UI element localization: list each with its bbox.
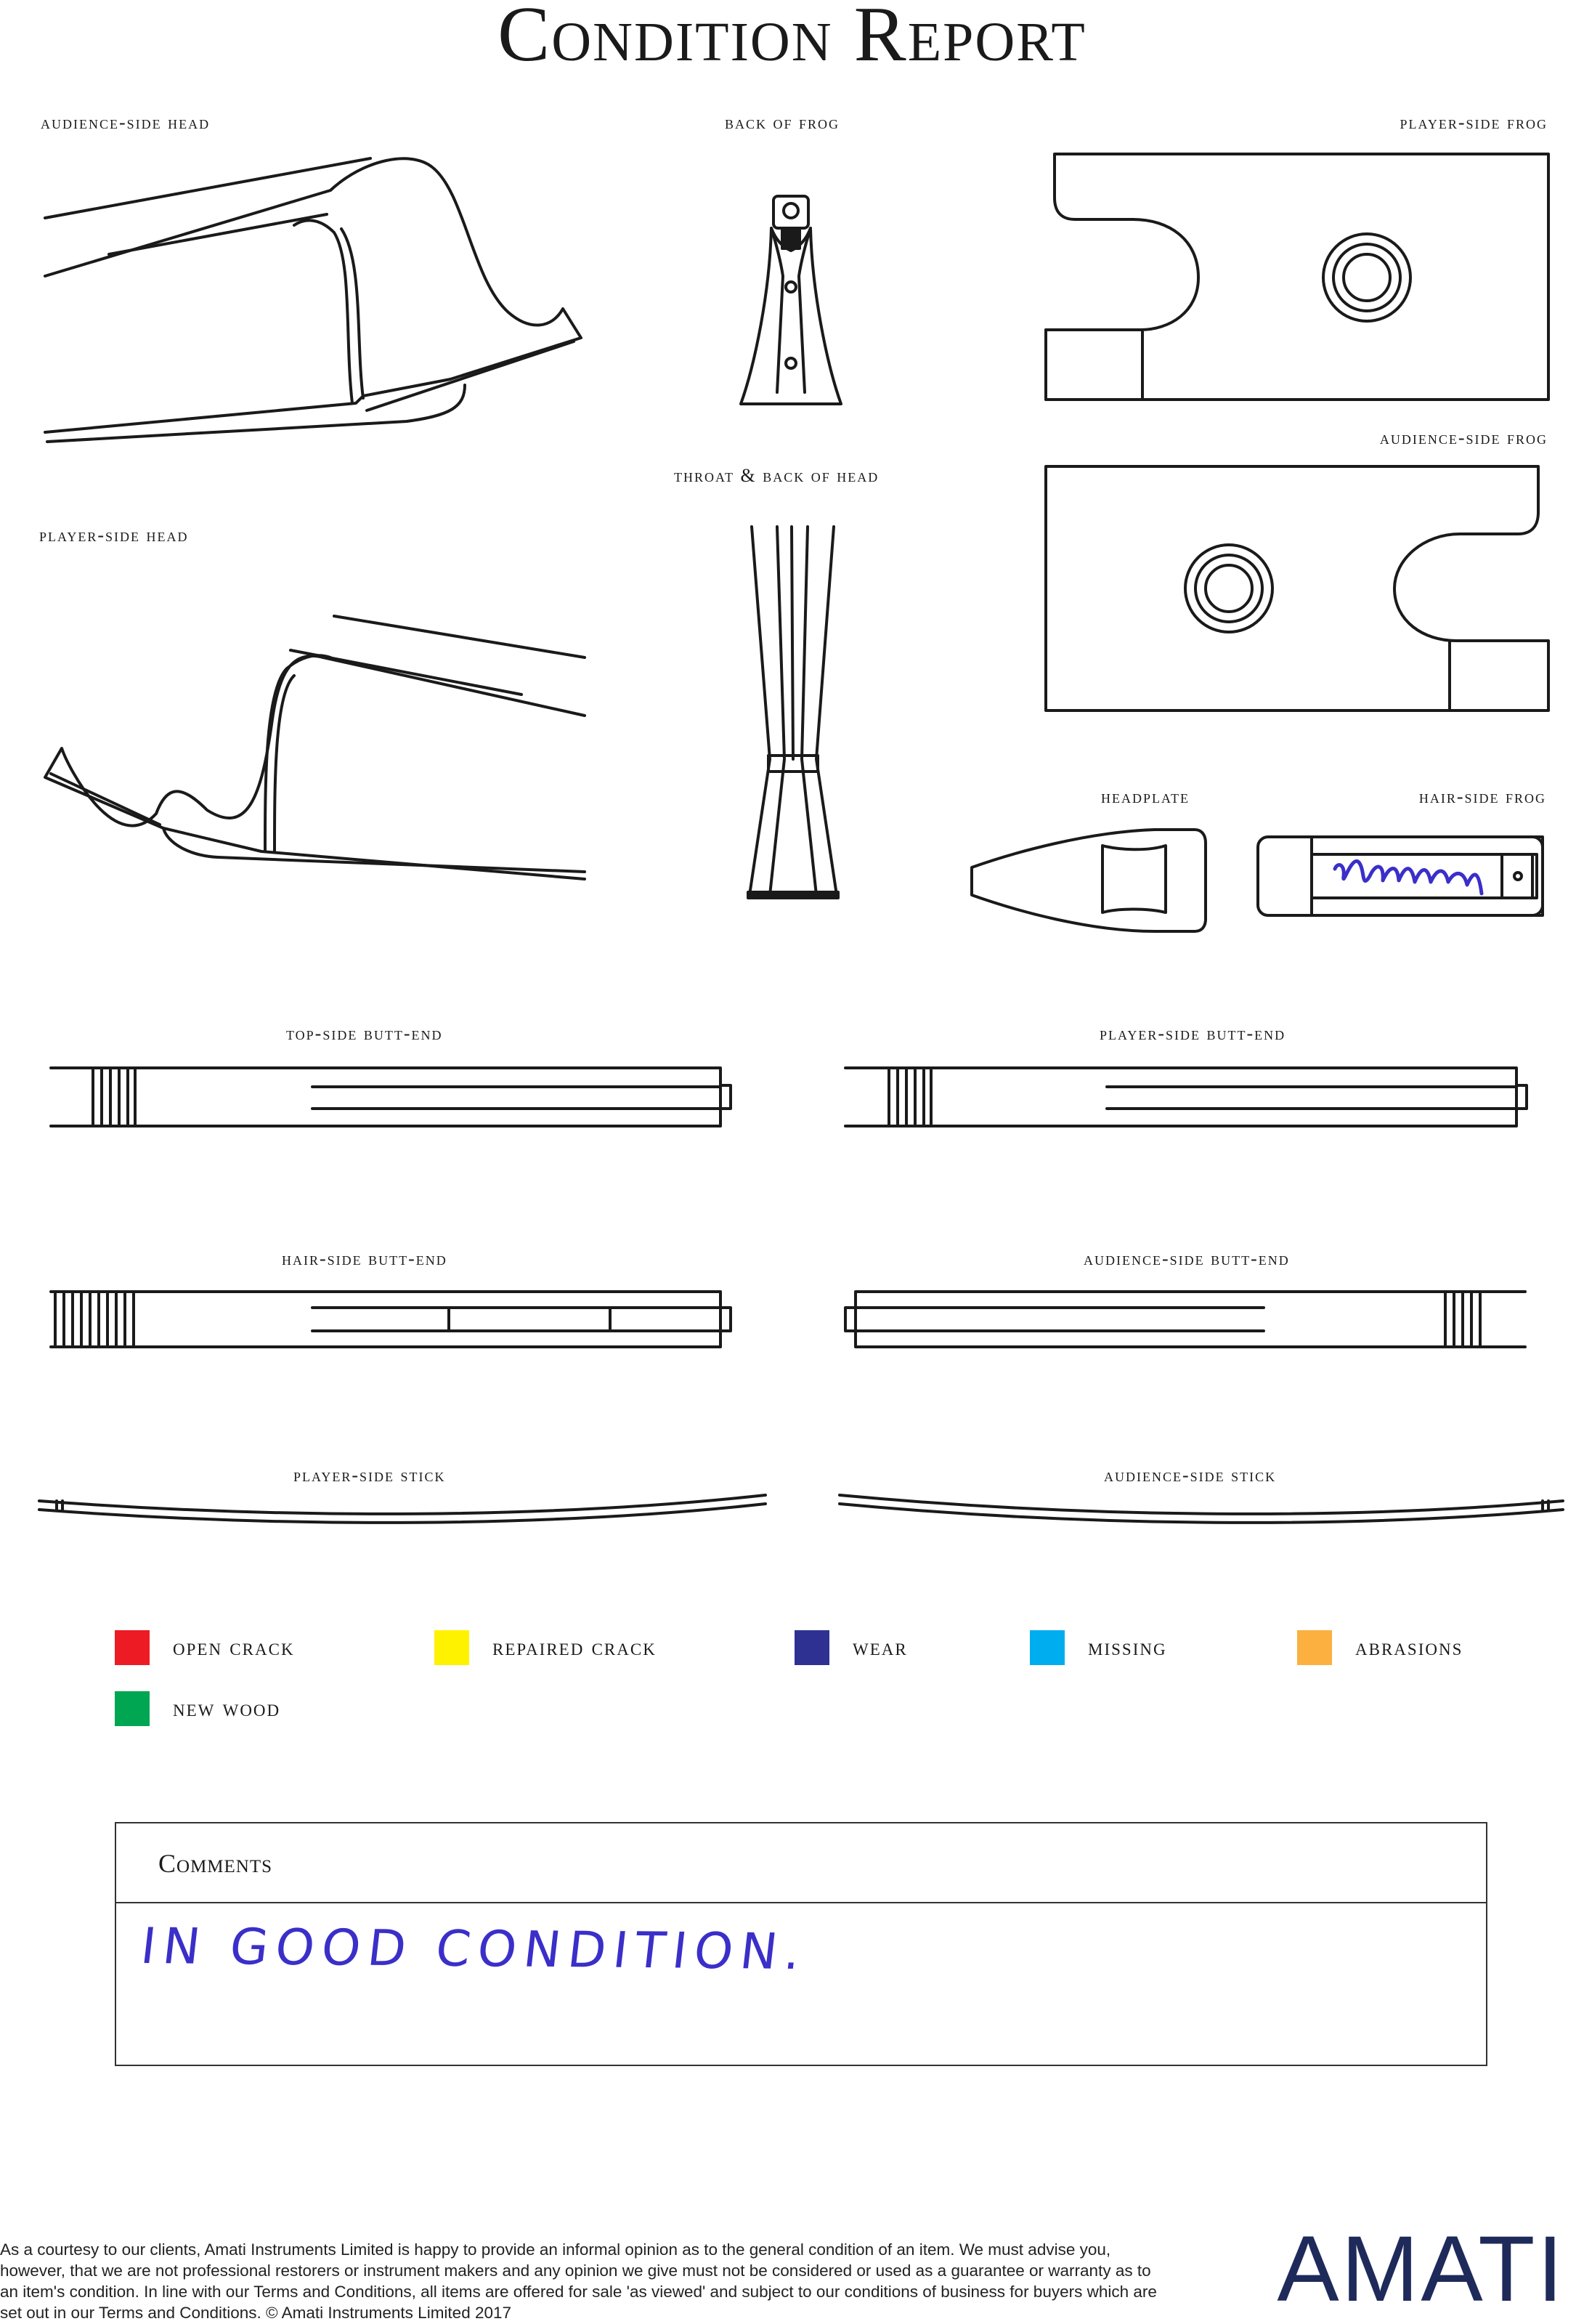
comments-heading: Comments [158, 1849, 273, 1878]
audience-side-frog-drawing [1046, 466, 1548, 710]
legend-swatch-missing [1030, 1630, 1065, 1665]
legend-swatch-abrasions [1297, 1630, 1332, 1665]
legend-swatch-new-wood [115, 1691, 150, 1726]
legend-label: missing [1088, 1634, 1167, 1661]
label-back-of-frog: back of frog [725, 112, 840, 133]
label-audience-side-head: audience-side head [41, 112, 211, 133]
legend-abrasions [1297, 1630, 1463, 1665]
label-throat-back-of-head: throat & back of head [674, 465, 880, 486]
label-top-side-butt-end: top-side butt-end [286, 1023, 443, 1044]
label-audience-side-frog: audience-side frog [1379, 427, 1548, 448]
player-side-frog-drawing [1046, 154, 1548, 400]
audience-side-head-drawing [45, 158, 581, 442]
wear-annotation [1335, 861, 1482, 894]
label-player-side-frog: player-side frog [1400, 112, 1548, 133]
comments-box [115, 1822, 1487, 2066]
hair-side-frog-drawing [1258, 837, 1543, 915]
amati-logo: AMATI [1277, 2217, 1565, 2321]
legend-open-crack [115, 1630, 295, 1665]
player-side-stick-drawing [39, 1495, 765, 1523]
legend-repaired-crack [434, 1630, 657, 1665]
legend-label: new wood [173, 1695, 281, 1722]
label-headplate: headplate [1101, 786, 1190, 807]
legend-swatch-open-crack [115, 1630, 150, 1665]
page-title: Condition Report [497, 0, 1087, 78]
legend-wear [795, 1630, 908, 1665]
label-hair-side-frog: hair-side frog [1418, 786, 1546, 807]
legend-label: open crack [173, 1634, 295, 1661]
legend-missing [1030, 1630, 1167, 1665]
label-audience-side-stick: audience-side stick [1104, 1465, 1277, 1486]
top-side-butt-end-drawing [51, 1068, 731, 1126]
player-side-butt-end-drawing [845, 1068, 1527, 1126]
legend-new-wood [115, 1691, 280, 1726]
legend-label: repaired crack [492, 1634, 657, 1661]
legend-swatch-repaired-crack [434, 1630, 469, 1665]
disclaimer: As a courtesy to our clients, Amati Instruments Limited is happy to provide an informal opinion as to the general condition of an item. We must advise you, however, that we are not professional restorers or instrument makers and any opinion we give must not be considered or used as a guarantee or warranty as to an item's condition. In line with our Terms and Conditions, all items are offered for sale 'as viewed' and subject to our conditions of business for buyers which are set out in our Terms and Conditions. © Amati Instruments Limited 2017 [0, 2240, 1157, 2322]
audience-side-butt-end-drawing [845, 1292, 1525, 1347]
label-player-side-stick: player-side stick [293, 1465, 446, 1486]
legend-label: wear [853, 1634, 908, 1661]
label-audience-side-butt-end: audience-side butt-end [1084, 1248, 1290, 1269]
legend-swatch-wear [795, 1630, 829, 1665]
hair-side-butt-end-drawing [51, 1292, 731, 1347]
legend-label: abrasions [1355, 1634, 1463, 1661]
headplate-drawing [972, 830, 1206, 931]
throat-back-of-head-drawing [748, 527, 838, 898]
label-player-side-butt-end: player-side butt-end [1100, 1023, 1286, 1044]
comments-header [116, 1823, 1486, 1903]
back-of-frog-drawing [741, 196, 841, 404]
audience-side-stick-drawing [840, 1495, 1563, 1523]
label-hair-side-butt-end: hair-side butt-end [282, 1248, 447, 1269]
label-player-side-head: player-side head [39, 525, 189, 546]
player-side-head-drawing [45, 616, 585, 879]
comments-handwritten-text[interactable]: IN GOOD CONDITION. [137, 1917, 811, 1982]
